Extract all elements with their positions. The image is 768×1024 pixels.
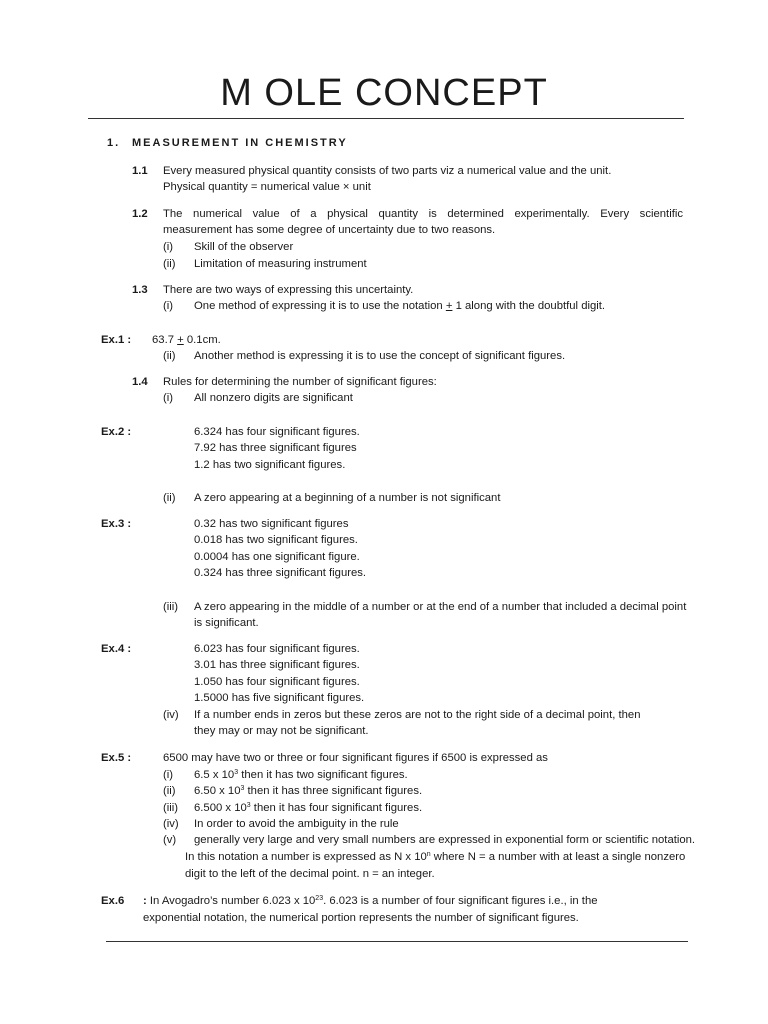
list-marker: (v) bbox=[163, 834, 177, 846]
subsection-number-1-4: 1.4 bbox=[132, 376, 148, 388]
example-label-6: Ex.6 bbox=[101, 895, 125, 907]
list-marker: (iii) bbox=[163, 601, 179, 613]
example-label-5: Ex.5 : bbox=[101, 752, 132, 764]
list-marker: (iii) bbox=[163, 802, 179, 814]
notation-line: In this notation a number is expressed as N x 10$^n$ where N = a number with at least a single nonzero bbox=[185, 851, 686, 863]
section-title: MEASUREMENT IN CHEMISTRY bbox=[132, 137, 348, 149]
list-item: Limitation of measuring instrument bbox=[194, 258, 367, 270]
list-marker: (ii) bbox=[163, 350, 176, 362]
subsection-1-3-line-1: There are two ways of expressing this uncertainty. bbox=[163, 284, 414, 296]
example-1-value: 63.7 + 0.1cm. bbox=[152, 334, 221, 346]
example-line: 6.023 has four significant figures. bbox=[194, 643, 360, 655]
subsection-number-1-3: 1.3 bbox=[132, 284, 148, 296]
list-item: 6.500 x $10^3$ then it has four significant figures. bbox=[194, 802, 423, 814]
list-marker: (ii) bbox=[163, 785, 176, 797]
subsection-1-1-line-2: Physical quantity = numerical value × unit bbox=[163, 181, 371, 193]
example-label-1: Ex.1 : bbox=[101, 334, 132, 346]
rule-text: If a number ends in zeros but these zeros are not to the right side of a decimal point, then bbox=[194, 709, 641, 721]
subsection-number-1-2: 1.2 bbox=[132, 208, 148, 220]
page-title: M OLE CONCEPT bbox=[220, 72, 548, 114]
section-number: 1. bbox=[107, 137, 121, 149]
example-label-3: Ex.3 : bbox=[101, 518, 132, 530]
rule-text: A zero appearing at a beginning of a number is not significant bbox=[194, 492, 501, 504]
list-marker: (i) bbox=[163, 300, 174, 312]
list-item: One method of expressing it is to use the notation + 1 along with the doubtful digit. bbox=[194, 300, 606, 312]
example-line: 1.2 has two significant figures. bbox=[194, 459, 346, 471]
list-marker: (i) bbox=[163, 241, 174, 253]
list-item: generally very large and very small numbers are expressed in exponential form or scientific notation. bbox=[194, 834, 696, 846]
list-item: 6.50 x $10^3$ then it has three significant figures. bbox=[194, 785, 423, 797]
subsection-1-4-line-1: Rules for determining the number of significant figures: bbox=[163, 376, 437, 388]
example-6-line-1: : In Avogadro’s number 6.023 x $10^{23}$. 6.023 is a number of four significant figures i.e., in the bbox=[143, 895, 598, 907]
list-item: All nonzero digits are significant bbox=[194, 392, 353, 404]
plus-minus-symbol: + bbox=[177, 334, 184, 346]
example-line: 6.324 has four significant figures. bbox=[194, 426, 360, 438]
notation-line: digit to the left of the decimal point. n = an integer. bbox=[185, 868, 435, 880]
subsection-1-1-line-1: Every measured physical quantity consists of two parts viz a numerical value and the unit. bbox=[163, 165, 612, 177]
subsection-number-1-1: 1.1 bbox=[132, 165, 148, 177]
list-marker: (i) bbox=[163, 392, 174, 404]
example-6-line-2: exponential notation, the numerical portion represents the number of significant figures. bbox=[143, 912, 579, 924]
subsection-1-2-line-1: The numerical value of a physical quantity is determined experimentally. Every scientific bbox=[163, 208, 683, 220]
list-marker: (ii) bbox=[163, 492, 176, 504]
example-line: 3.01 has three significant figures. bbox=[194, 659, 360, 671]
example-line: 1.050 has four significant figures. bbox=[194, 676, 360, 688]
bottom-divider bbox=[106, 941, 688, 942]
plus-minus-symbol: + bbox=[445, 300, 453, 312]
title-divider bbox=[88, 118, 684, 119]
example-line: 1.5000 has five significant figures. bbox=[194, 692, 365, 704]
rule-text: they may or may not be significant. bbox=[194, 725, 369, 737]
list-marker: (iv) bbox=[163, 709, 179, 721]
list-item: 6.5 x $10^3$ then it has two significant figures. bbox=[194, 769, 408, 781]
example-line: 7.92 has three significant figures bbox=[194, 442, 357, 454]
list-item: Another method is expressing it is to use the concept of significant figures. bbox=[194, 350, 566, 362]
example-line: 0.324 has three significant figures. bbox=[194, 567, 367, 579]
list-marker: (ii) bbox=[163, 258, 176, 270]
example-line: 0.0004 has one significant figure. bbox=[194, 551, 360, 563]
rule-text: A zero appearing in the middle of a number or at the end of a number that included a decimal point bbox=[194, 601, 687, 613]
example-line: 0.32 has two significant figures bbox=[194, 518, 349, 530]
example-label-2: Ex.2 : bbox=[101, 426, 132, 438]
example-5-intro: 6500 may have two or three or four significant figures if 6500 is expressed as bbox=[163, 752, 548, 764]
list-marker: (i) bbox=[163, 769, 174, 781]
list-item: Skill of the observer bbox=[194, 241, 294, 253]
rule-text: is significant. bbox=[194, 617, 259, 629]
example-label-4: Ex.4 : bbox=[101, 643, 132, 655]
example-line: 0.018 has two significant figures. bbox=[194, 534, 358, 546]
list-item: In order to avoid the ambiguity in the rule bbox=[194, 818, 399, 830]
subsection-1-2-line-2: measurement has some degree of uncertainty due to two reasons. bbox=[163, 224, 496, 236]
list-marker: (iv) bbox=[163, 818, 179, 830]
